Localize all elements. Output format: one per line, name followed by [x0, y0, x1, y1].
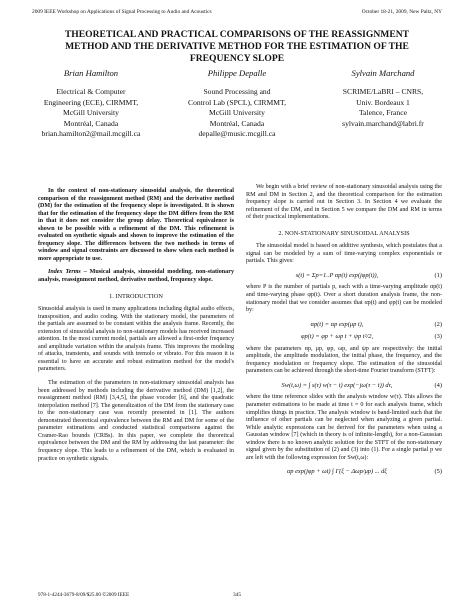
equation-5 — [246, 468, 442, 476]
affiliation-line: Talence, France — [359, 108, 407, 118]
header-date: October 18-21, 2009, New Paltz, NY — [361, 9, 442, 15]
equation-body: Sw(t,ω) = ∫ s(τ) w(τ − t) exp(−jω(τ − t)) dτ, — [281, 381, 393, 389]
left-column — [38, 188, 234, 469]
title-line: METHOD AND THE DERIVATIVE METHOD FOR THE ESTIMATION OF THE — [65, 41, 409, 52]
affiliation-line: Control Lab (SPCL), CIRMMT, — [188, 97, 286, 107]
affiliation-line: Montréal, Canada — [209, 118, 265, 128]
abstract: In the context of non-stationary sinusoidal analysis, the theoretical comparison of the reassignment method (RM) and the derivative method (DM) for the estimation of the frequency slope is investigated. It is shown that for the estimation of the frequency slope the DM differs from the RM in that it does not consider the group delay. Theoretical equivalence is shown to be possible with a refinement of the DM. This refinement is evaluated on synthetic signals and shown to improve the estimation of the frequency slope. The differences between the two methods in terms of window and signal constraints are discussed to show when each method is more appropriate to use. — [38, 188, 234, 262]
author-email: brian.hamilton2@mail.mcgill.ca — [41, 129, 141, 139]
index-terms-label: Index Terms — [48, 269, 81, 276]
author-marchand — [310, 68, 456, 139]
affiliation-line: SCRIME/LaBRI – CNRS, — [342, 87, 424, 97]
author-email: sylvain.marchand@labri.fr — [342, 118, 424, 128]
section-heading-introduction: 1. INTRODUCTION — [109, 292, 163, 300]
equation-4 — [246, 382, 442, 390]
author-hamilton — [18, 68, 164, 139]
equation-number: (2) — [434, 320, 442, 328]
header-conference: 2009 IEEE Workshop on Applications of Signal Processing to Audio and Acoustics — [32, 9, 212, 15]
page-number: 345 — [232, 592, 242, 598]
equation-2 — [246, 321, 442, 329]
equation-3 — [246, 333, 442, 341]
running-header — [32, 9, 442, 15]
body-paragraph: where the parameters αp, μp, φp, ωp, and ψp are respectively: the initial amplitude, the amplitude modulation, the initial phase, the frequency, and the frequency modulation or frequency slope. The estimation of the sinusoidal parameters can be achieved through the short-time Fourier transform (STFT): — [246, 345, 442, 375]
title-line: FREQUENCY SLOPE — [189, 53, 285, 64]
body-paragraph: where the time reference slides with the analysis window w(τ). This allows the parameter estimations to be made at time t = 0 for each analysis frame, which simplifies things in practice. The analysis window is band-limited such that the influence of other partials can be neglected when analyzing a given partial. While analytic expressions can be derived for the parameters when using a Gaussian window [7] (which in theory is of infinite-length), for a non-Gaussian window there is no known analytic solution for the STFT of the non-stationary signal given by the substitution of (2) and (3) into (1). For a single partial p we are left with the following expression for Sw(t,ω): — [246, 394, 442, 461]
affiliation-line: Electrical & Computer — [56, 87, 126, 97]
author-email: depalle@music.mcgill.ca — [198, 129, 276, 139]
title-line: THEORETICAL AND PRACTICAL COMPARISONS OF THE REASSIGNMENT — [64, 29, 410, 40]
body-paragraph: where P is the number of partials p, each with a time-varying amplitude αp(t) and time-varying phase φp(t). Over a short duration analysis frame, the non-stationary model that we consider assumes that αp(t) and φp(t) can be modeled by: — [246, 284, 442, 314]
affiliation-line: Engineering (ECE), CIRMMT, — [43, 97, 139, 107]
equation-body: αp exp(jφp + ωt) ∫ Γ(ξ − Δωp/μp) ... dξ — [286, 468, 388, 476]
author-name: Brian Hamilton — [63, 68, 119, 78]
affiliation-line: Univ. Bordeaux 1 — [356, 97, 410, 107]
author-name: Philippe Depalle — [207, 68, 267, 78]
equation-number: (3) — [434, 333, 442, 341]
affiliation-line: Montréal, Canada — [63, 118, 119, 128]
author-depalle — [164, 68, 310, 139]
equation-number: (1) — [434, 271, 442, 279]
index-terms-text: – Musical analysis, sinusoidal modeling, non-stationary analysis, reassignment method, derivative method, frequency slope. — [38, 269, 234, 284]
intro-paragraph: Sinusoidal analysis is used in many applications including digital audio effects, transposition, and audio coding. With the stationary model, the parameters of the partials are assumed to be constant within the analysis frame. Recently, the extension of sinusoidal analysis to non-stationary models has received increased attention. In the most current model, partials are allowed a first-order frequency and amplitude variation within the analysis frame. This improves the modeling of attacks, transients, and sounds with tremolo or vibrato. For this reason it is essential to have an accurate and robust estimation method for the model's parameters. — [38, 306, 234, 373]
affiliation-line: McGill University — [63, 108, 119, 118]
equation-body: αp(t) = αp exp(μp t), — [310, 320, 364, 328]
right-column — [246, 184, 442, 481]
equation-body: φp(t) = φp + ωp t + ψp t²/2, — [300, 333, 374, 341]
equation-body: s(t) = Σp=1..P αp(t) exp(jφp(t)), — [295, 271, 379, 279]
section-heading-nonstationary: 2. NON-STATIONARY SINUSOIDAL ANALYSIS — [278, 229, 410, 237]
equation-number: (4) — [434, 381, 442, 389]
intro-paragraph: The estimation of the parameters in non-stationary sinusoidal analysis has been addressed by methods including the derivative method (DM) [1,2], the reassignment method (RM) [3,4,5], the phase vocoder [6], and the quadratic interpolation method [7]. The generalization of the DM from the stationary case to the non-stationary case was recently presented in [1]. The authors demonstrated theoretical equivalence between the RM and DM for some of the parameter estimations and conducted statistical comparisons against the Cramer-Rao bounds (CRBs). In this paper, we complete the theoretical equivalence between the DM and the RM by addressing the last parameter: the frequency slope. This leads to a refinement of the DM, which is evaluated in practice on synthetic signals. — [38, 380, 234, 462]
affiliation-line: Sound Processing and — [203, 87, 271, 97]
affiliation-line: McGill University — [209, 108, 265, 118]
copyright-line: 978-1-4244-3679-8/09/$25.00 ©2009 IEEE — [38, 592, 130, 598]
equation-number: (5) — [434, 468, 442, 476]
paper-title — [28, 29, 446, 65]
body-paragraph: We begin with a brief review of non-stationary sinusoidal analysis using the RM and DM in Section 2, and the theoretical comparison for the estimation frequency slope is carried out in Section 3. In Section 4 we evaluate the refinement of the DM, and in Section 5 we compare the DM and RM in terms of their practical implementations. — [246, 184, 442, 221]
author-name: Sylvain Marchand — [351, 68, 415, 78]
body-paragraph: The sinusoidal model is based on additive synthesis, which postulates that a signal can be modeled by a sum of time-varying complex exponentials or partials. This gives: — [246, 243, 442, 265]
author-block — [18, 68, 456, 139]
equation-1 — [246, 272, 442, 280]
index-terms — [38, 269, 234, 284]
